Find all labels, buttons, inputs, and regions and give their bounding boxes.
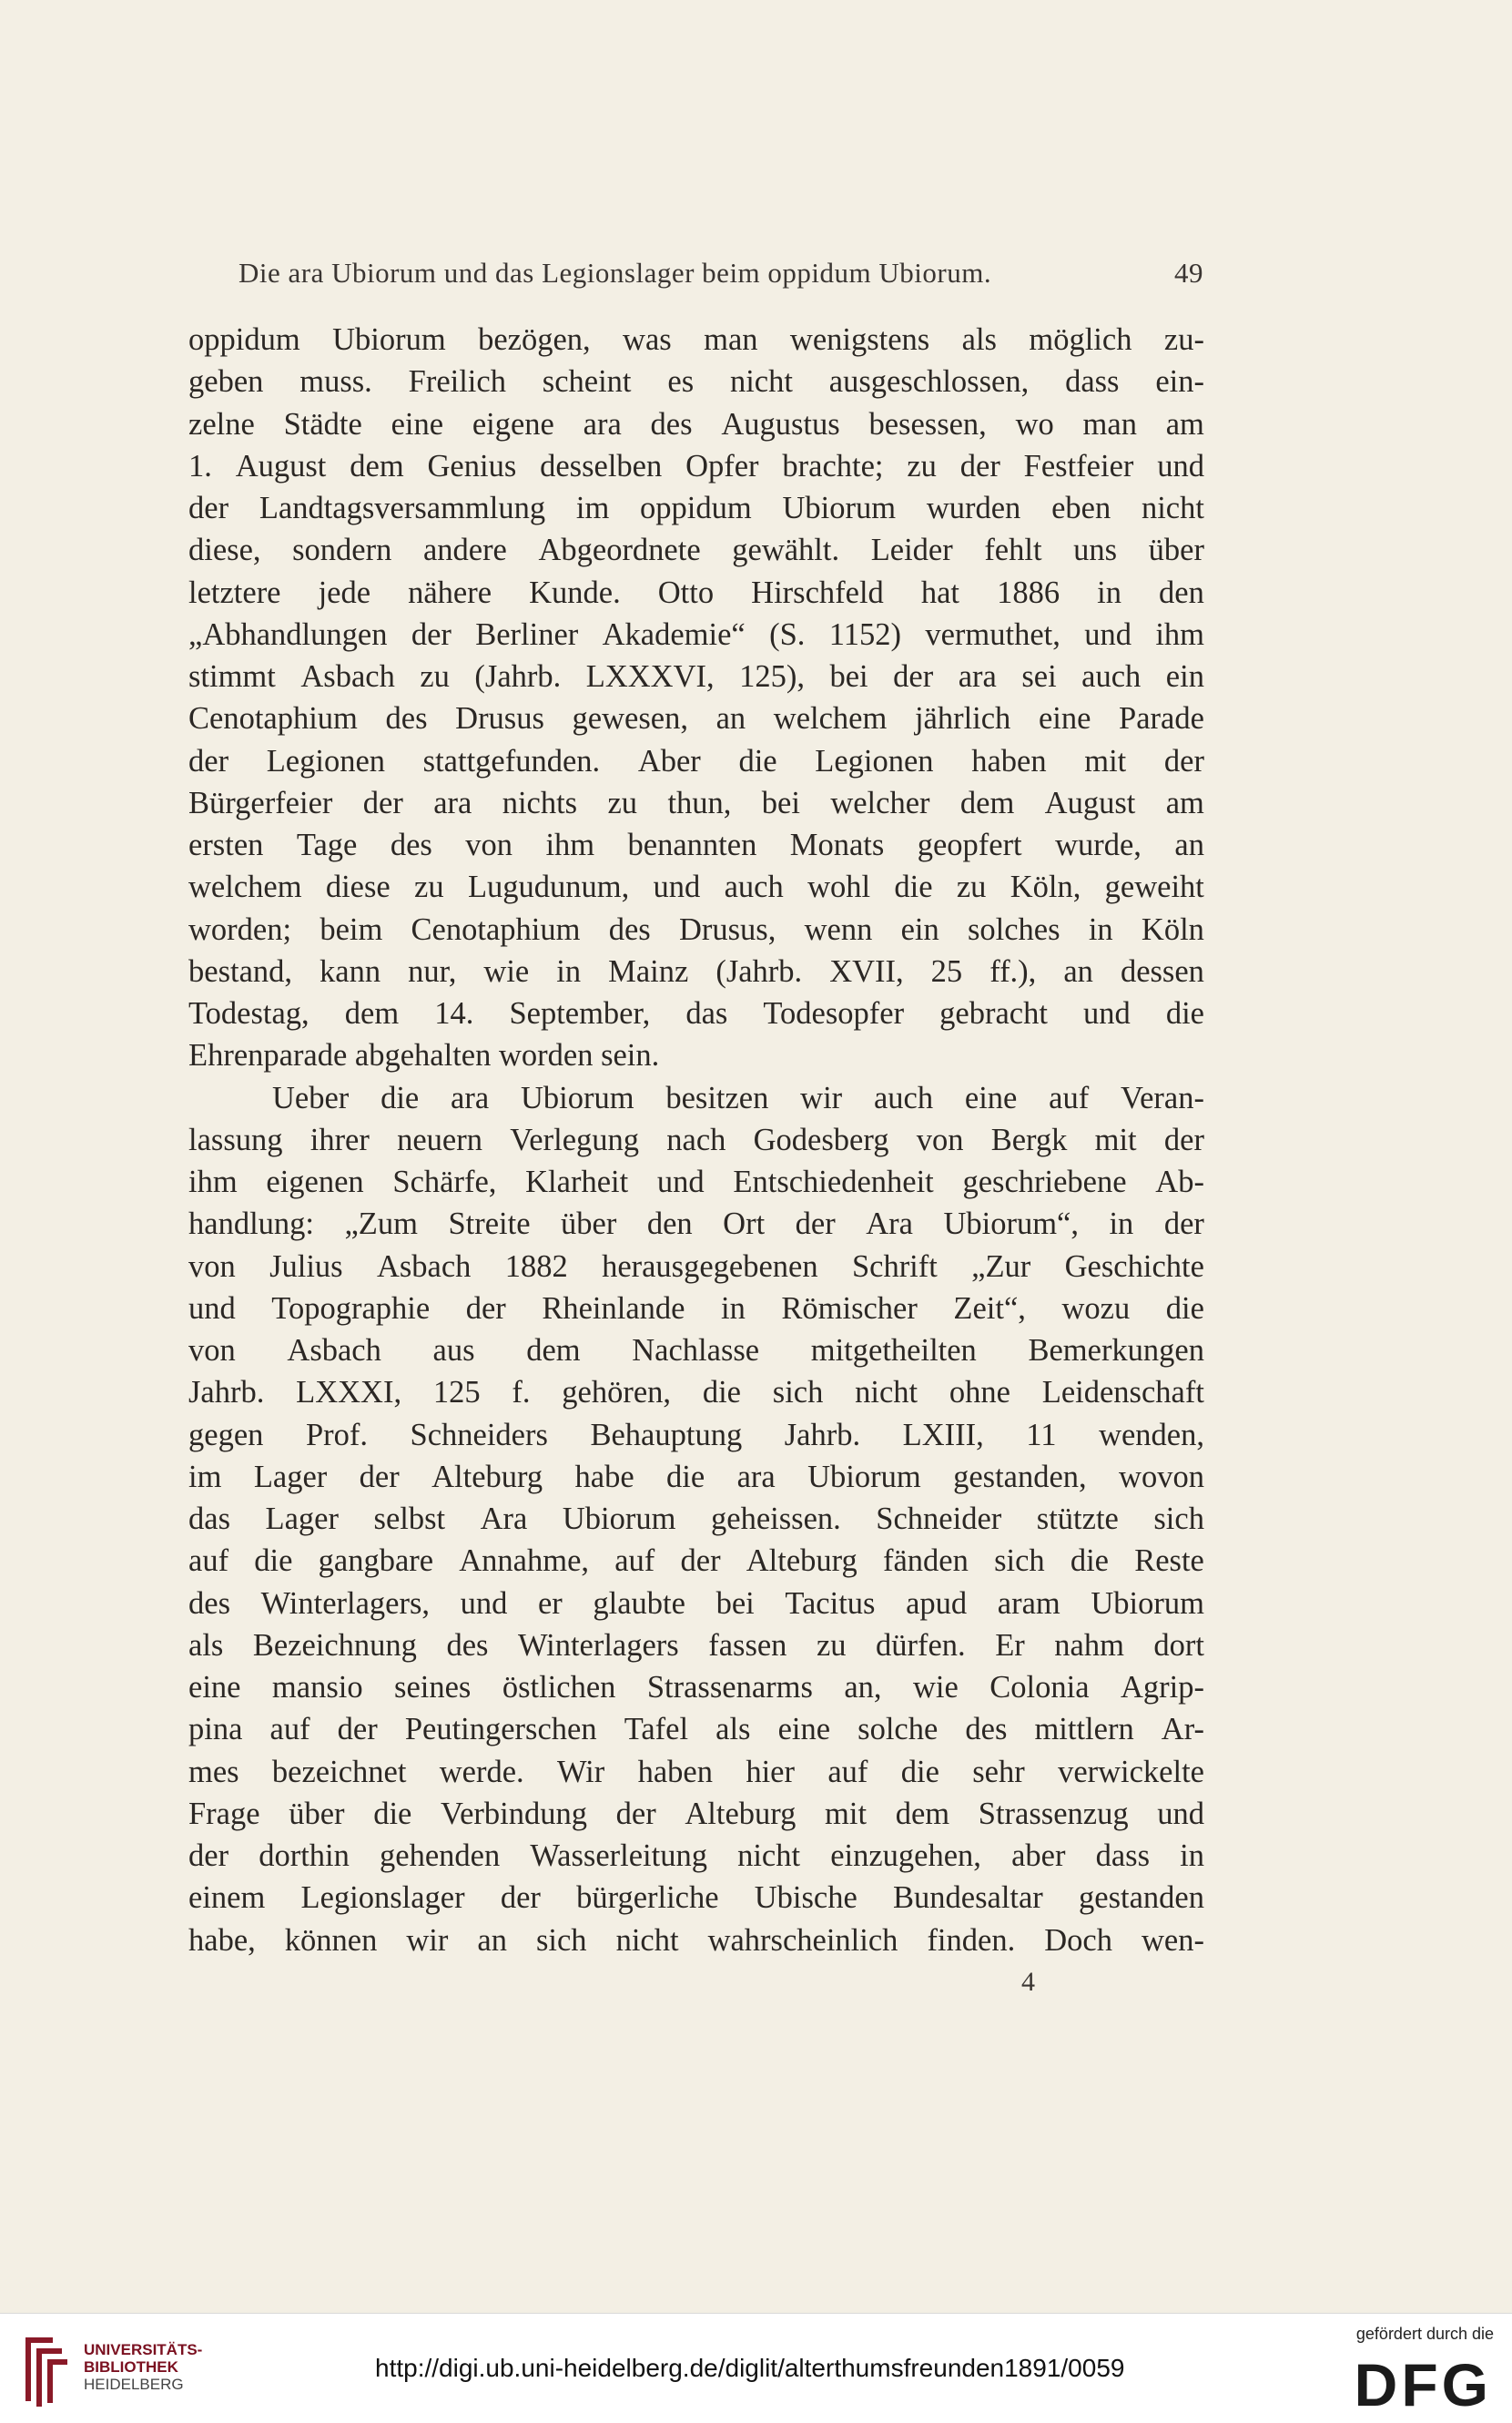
text-line: Frage über die Verbindung der Alteburg mit dem Strassenzug und: [188, 1796, 1204, 1831]
text-line: diese, sondern andere Abgeordnete gewählt. Leider fehlt uns über: [188, 533, 1204, 568]
signature-mark: 4: [1021, 1967, 1035, 1997]
funding-note: gefördert durch die: [1355, 2325, 1494, 2343]
text-line: im Lager der Alteburg habe die ara Ubiorum gestanden, wovon: [188, 1459, 1204, 1494]
text-line: habe, können wir an sich nicht wahrscheinlich finden. Doch wen-: [188, 1922, 1204, 1958]
text-line: als Bezeichnung des Winterlagers fassen zu dürfen. Er nahm dort: [188, 1627, 1204, 1663]
text-line: ihm eigenen Schärfe, Klarheit und Entschiedenheit geschriebene Ab-: [188, 1165, 1204, 1199]
text-line: lassung ihrer neuern Verlegung nach Godesberg von Bergk mit der: [188, 1122, 1204, 1157]
permalink-url[interactable]: http://digi.ub.uni-heidelberg.de/diglit/alterthumsfreunden1891/0059: [375, 2354, 1125, 2382]
text-line: einem Legionslager der bürgerliche Ubische Bundesaltar gestanden: [188, 1880, 1204, 1916]
text-line: eine mansio seines östlichen Strassenarms an, wie Colonia Agrip-: [188, 1670, 1204, 1705]
text-line: worden; beim Cenotaphium des Drusus, wenn ein solches in Köln: [188, 911, 1204, 947]
text-line: von Asbach aus dem Nachlasse mitgetheilten Bemerkungen: [188, 1333, 1204, 1368]
page-header-title: Die ara Ubiorum und das Legionslager beim oppidum Ubiorum.: [238, 257, 992, 289]
text-line: und Topographie der Rheinlande in Römischer Zeit“, wozu die: [188, 1290, 1204, 1326]
text-line: Ueber die ara Ubiorum besitzen wir auch eine auf Veran-: [272, 1080, 1204, 1115]
text-line: „Abhandlungen der Berliner Akademie“ (S. 1152) vermuthet, und ihm: [188, 616, 1204, 652]
text-line: auf die gangbare Annahme, auf der Alteburg fänden sich die Reste: [188, 1543, 1204, 1579]
text-line: Ehrenparade abgehalten worden sein.: [188, 1038, 660, 1074]
text-line: handlung: „Zum Streite über den Ort der Ara Ubiorum“, in der: [188, 1206, 1204, 1242]
text-line: pina auf der Peutingerschen Tafel als eine solche des mittlern Ar-: [188, 1712, 1204, 1747]
text-line: oppidum Ubiorum bezögen, was man wenigstens als möglich zu-: [188, 322, 1204, 357]
library-logo-icon: [16, 2330, 71, 2408]
page-number: 49: [1174, 257, 1203, 289]
text-line: Todestag, dem 14. September, das Todesopfer gebracht und die: [188, 996, 1204, 1031]
text-line: das Lager selbst Ara Ubiorum geheissen. Schneider stützte sich: [188, 1502, 1204, 1536]
text-line: Bürgerfeier der ara nichts zu thun, bei welcher dem August am: [188, 785, 1204, 820]
library-name: UNIVERSITÄTS- BIBLIOTHEK HEIDELBERG: [84, 2341, 203, 2393]
text-line: gegen Prof. Schneiders Behauptung Jahrb. LXIII, 11 wenden,: [188, 1417, 1204, 1452]
text-line: des Winterlagers, und er glaubte bei Tacitus apud aram Ubiorum: [188, 1585, 1204, 1621]
text-line: von Julius Asbach 1882 herausgegebenen Schrift „Zur Geschichte: [188, 1248, 1204, 1284]
dfg-logo: DFG: [1354, 2351, 1492, 2418]
text-line: Jahrb. LXXXI, 125 f. gehören, die sich nicht ohne Leidenschaft: [188, 1375, 1204, 1410]
text-line: der Legionen stattgefunden. Aber die Legionen haben mit der: [188, 743, 1204, 779]
running-head: [238, 257, 1203, 290]
text-line: ersten Tage des von ihm benannten Monats geopfert wurde, an: [188, 828, 1204, 862]
text-line: zelne Städte eine eigene ara des Augustus besessen, wo man am: [188, 406, 1204, 442]
text-line: der dorthin gehenden Wasserleitung nicht einzugehen, aber dass in: [188, 1838, 1204, 1873]
text-line: bestand, kann nur, wie in Mainz (Jahrb. XVII, 25 ff.), an dessen: [188, 953, 1204, 989]
text-line: welchem diese zu Lugudunum, und auch wohl die zu Köln, geweiht: [188, 870, 1204, 905]
body-text: [188, 319, 1204, 1961]
viewer-footer: [0, 2313, 1512, 2423]
text-line: geben muss. Freilich scheint es nicht ausgeschlossen, dass ein-: [188, 364, 1204, 400]
text-line: mes bezeichnet werde. Wir haben hier auf die sehr verwickelte: [188, 1754, 1204, 1789]
text-line: der Landtagsversammlung im oppidum Ubiorum wurden eben nicht: [188, 491, 1204, 525]
text-line: stimmt Asbach zu (Jahrb. LXXXVI, 125), bei der ara sei auch ein: [188, 659, 1204, 694]
text-line: letztere jede nähere Kunde. Otto Hirschfeld hat 1886 in den: [188, 575, 1204, 610]
text-line: Cenotaphium des Drusus gewesen, an welchem jährlich eine Parade: [188, 701, 1204, 737]
text-line: 1. August dem Genius desselben Opfer brachte; zu der Festfeier und: [188, 448, 1204, 484]
